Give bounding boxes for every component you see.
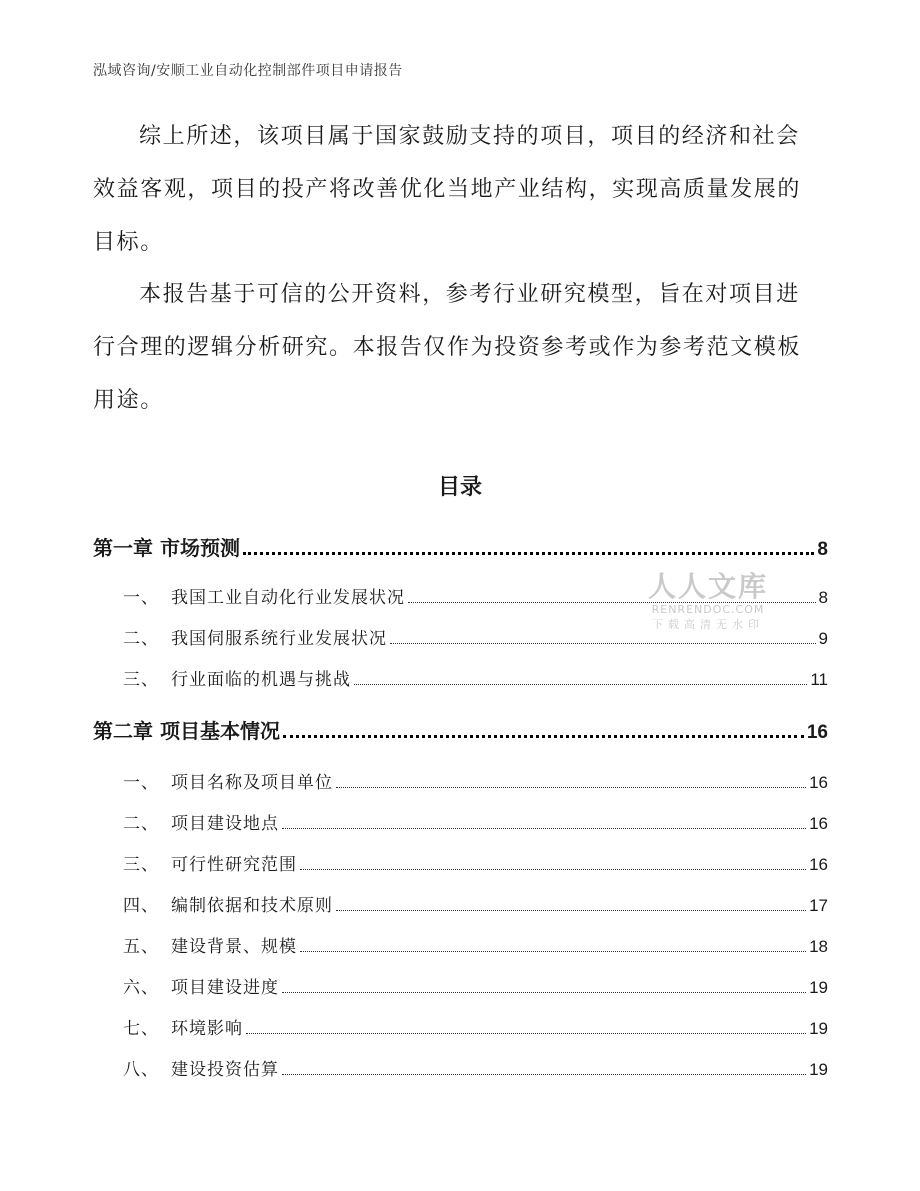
watermark-subtitle: 下载高清无水印 [652, 618, 764, 631]
toc-section-number: 七、 [123, 1019, 159, 1039]
toc-entry-label: 项目名称及项目单位 [171, 773, 333, 793]
toc-section-number: 二、 [123, 814, 159, 834]
toc-leader-dots [354, 684, 807, 685]
toc-section-number: 二、 [123, 629, 159, 649]
toc-section-number: 一、 [123, 773, 159, 793]
toc-page-number: 16 [809, 855, 828, 874]
body-paragraph-2: 本报告基于可信的公开资料，参考行业研究模型，旨在对项目进行合理的逻辑分析研究。本报告仅作为投资参考或作为参考范文模板用途。 [93, 282, 802, 413]
toc-page-number: 16 [806, 722, 828, 743]
toc-section-2-5[interactable] [93, 932, 828, 957]
toc-entry-label: 行业面临的机遇与挑战 [171, 670, 351, 690]
toc-entry-label: 建设投资估算 [171, 1060, 279, 1080]
watermark-url: RENRENDOC.COM [651, 603, 765, 616]
toc-leader-dots [336, 910, 806, 911]
toc-section-number: 八、 [123, 1060, 159, 1080]
toc-section-number: 三、 [123, 670, 159, 690]
toc-leader-dots [246, 1033, 806, 1034]
toc-page-number: 17 [809, 896, 828, 915]
toc-leader-dots [282, 992, 806, 993]
toc-leader-dots [336, 787, 806, 788]
toc-entry-label: 环境影响 [171, 1019, 243, 1039]
toc-section-number: 四、 [123, 896, 159, 916]
watermark [648, 565, 768, 632]
watermark-title: 人人文库 [648, 570, 769, 603]
toc-entry-label: 可行性研究范围 [171, 855, 297, 875]
toc-leader-dots [282, 828, 806, 829]
toc-section-number: 一、 [123, 588, 159, 608]
toc-page-number: 9 [818, 629, 828, 648]
toc-entry-label: 我国工业自动化行业发展状况 [171, 588, 405, 608]
toc-section-number: 五、 [123, 937, 159, 957]
toc-leader-dots [283, 735, 804, 738]
toc-chapter-2[interactable] [93, 715, 828, 744]
toc-page-number: 11 [810, 670, 828, 689]
toc-section-1-3[interactable] [93, 665, 828, 690]
body-paragraph-1: 综上所述，该项目属于国家鼓励支持的项目，项目的经济和社会效益客观，项目的投产将改善优化当地产业结构，实现高质量发展的目标。 [93, 124, 802, 255]
toc-leader-dots [282, 1074, 806, 1075]
toc-entry-label: 建设背景、规模 [171, 937, 297, 957]
toc-entry-label: 第一章 市场预测 [93, 536, 240, 560]
toc-leader-dots [300, 869, 806, 870]
toc-page-number: 18 [809, 937, 828, 956]
toc-section-2-1[interactable] [93, 768, 828, 793]
toc-page-number: 8 [817, 539, 828, 560]
toc-entry-label: 项目建设进度 [171, 978, 279, 998]
toc-section-2-7[interactable] [93, 1014, 828, 1039]
toc-entry-label: 我国伺服系统行业发展状况 [171, 629, 387, 649]
toc-leader-dots [390, 643, 816, 644]
toc-entry-label: 第二章 项目基本情况 [93, 719, 280, 743]
page-header: 泓域咨询/安顺工业自动化控制部件项目申请报告 [93, 63, 403, 79]
toc-leader-dots [243, 552, 814, 555]
toc-entry-label: 项目建设地点 [171, 814, 279, 834]
toc-section-number: 六、 [123, 978, 159, 998]
toc-page-number: 19 [809, 978, 828, 997]
toc-page-number: 19 [809, 1060, 828, 1079]
toc-section-2-6[interactable] [93, 973, 828, 998]
toc-leader-dots [300, 951, 806, 952]
toc-section-2-3[interactable] [93, 850, 828, 875]
toc-page-number: 16 [809, 773, 828, 792]
toc-title: 目录 [437, 475, 482, 500]
toc-section-2-4[interactable] [93, 891, 828, 916]
toc-section-number: 三、 [123, 855, 159, 875]
toc-page-number: 8 [818, 588, 828, 607]
toc-page-number: 19 [809, 1019, 828, 1038]
toc-page-number: 16 [809, 814, 828, 833]
toc-entry-label: 编制依据和技术原则 [171, 896, 333, 916]
toc-section-2-2[interactable] [93, 809, 828, 834]
toc-section-2-8[interactable] [93, 1055, 828, 1080]
toc-chapter-1[interactable] [93, 532, 828, 561]
